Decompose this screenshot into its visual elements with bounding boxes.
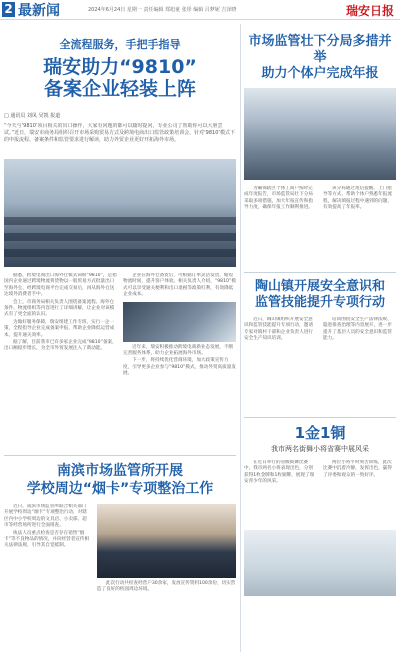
second-paragraph: 执法人员重点检查是否存在销售“烟卡”等不良物品的情况，并向经营者宣传相关法律法规，引导其自觉抵制。	[4, 530, 90, 549]
right-body-3-col-2	[323, 460, 396, 530]
market-inspection-photo	[97, 504, 236, 578]
lead-paragraph: 为做好服务保障，瑞安组建工作专班，实行一企一策，全程指导企业完成备案申报，帮助企业降低运营成本，提升通关效率。	[4, 319, 115, 338]
dance-photo	[244, 530, 396, 596]
right-headline-1: 市场监管壮下分局多措并举	[248, 34, 392, 65]
right-headline-2-line2: 监管技能提升专项行动	[254, 295, 385, 310]
right-paragraph: 在近日举行的省级街舞比赛中，我市两名小将表现出色，分别获得1枚金牌和1枚铜牌，展现了瑞安青少年的风采。	[244, 460, 315, 485]
lead-body-col-1	[4, 273, 117, 449]
left-column	[4, 22, 236, 656]
right-body-3-col-1	[244, 460, 317, 530]
section-divider	[244, 272, 396, 273]
second-paragraph: 近日，南滨市场监管所联合相关部门开展学校周边“烟卡”专项整治行动，对辖区内中小学校周边的文具店、小卖部、超市等经营场所进行全面排查。	[4, 504, 87, 529]
lead-body	[4, 273, 236, 449]
issue-meta: 2024年6月24日 星期一 责任编辑 郑旭童 张彤 编辑 吕梦妮 吉泽晓	[88, 7, 237, 13]
right-headline-3: 1金1铜	[294, 424, 346, 442]
second-body-col-2	[97, 504, 236, 656]
lead-headline: 瑞安助力“9810”	[43, 56, 197, 78]
right-paragraph: 为确保辖区个体工商户按时完成年度报告，市场监管局壮下分局采取多项措施，加大年报宣传和指导力度，确保年报工作顺利推进。	[244, 186, 313, 211]
page-number: 2	[2, 2, 15, 17]
right-headline-1-line2: 助力个体户完成年报	[261, 66, 379, 81]
right-paragraph: 两位小将平时刻苦训练，此次比赛中沉着冷静，发挥出色，赢得了评委和观众的一致好评。	[323, 460, 392, 478]
lead-paragraph: 据悉，跨境电商出口海外仓模式简称“9810”，是指国内企业通过跨境物流将货物以一般贸易方式批量出口至海外仓，经跨境电商平台完成交易后，再从海外仓送达境外消费者手中。	[4, 273, 117, 298]
right-paragraph: 近日，陶山镇组织开展安全意识和监管技能提升专项行动，邀请专家对镇村干部和企业负责人进行安全生产知识培训。	[244, 317, 313, 342]
column-divider	[240, 24, 241, 652]
right-paragraph: 培训围绕安全生产法律法规、隐患排查治理等内容展开，进一步提升了基层人员的安全意识和监管能力。	[323, 317, 392, 342]
second-body-col-1	[4, 504, 91, 656]
right-body-1-col-1	[244, 186, 317, 266]
right-paragraph: 该分局通过短信提醒、上门指导等方式，帮助个体户熟悉年报流程，解决填报过程中遇到的问题，有效提高了年报率。	[323, 186, 392, 211]
right-body-2-col-2	[323, 317, 396, 411]
right-body-1	[244, 186, 396, 266]
second-headline-line2: 学校周边“烟卡”专项整治工作	[26, 481, 214, 497]
lead-paragraph: 会上，市商务局相关负责人围绕备案流程、海外仓条件、物流组织等内容进行了详细讲解，让企业对该模式有了更全面的认识。	[4, 299, 115, 318]
training-photo	[244, 88, 396, 180]
second-paragraph: 此次行动共检查经营户30余家，发放宣传资料100余份，切实营造了良好的校园周边环境。	[96, 581, 236, 593]
second-headline: 南滨市场监管所开展	[57, 463, 183, 479]
right-body-2-col-1	[244, 317, 317, 411]
lead-lede: “今天与‘9810’项目相关的出口操作，大家有问题的都可以随时提问，专业公司了帮助你可以大胆尝试。”近日，瑞安市商务局组织召开市场采购贸易方式及跨境电商出口监管政策培训会，针对‘9810’模式下的申报流程、备案条件和监管要求进行解读，助力外贸企业更好开拓海外市场。	[4, 123, 235, 143]
lead-body-col-2	[123, 273, 236, 449]
lead-byline: □ 通讯员 刘凤 吴凯 报道	[4, 113, 61, 119]
lead-headline-line2: 备案企业轻装上阵	[43, 78, 196, 100]
right-headline-2: 陶山镇开展安全意识和	[254, 279, 385, 294]
masthead	[0, 0, 400, 20]
lead-paragraph: 下一步，将持续优化营商环境，加大政策宣传力度，引导更多企业参与“9810”模式，推动外贸高质量发展。	[123, 358, 236, 377]
newspaper-logo: 瑞安日报	[345, 4, 394, 18]
right-body-1-col-2	[323, 186, 396, 266]
lead-paragraph: 据了解，目前我市已有多家企业完成“9810”备案，出口额稳步增长，为全市外贸发展注入了新动能。	[4, 340, 117, 352]
right-body-2	[244, 317, 396, 411]
second-body	[4, 504, 236, 656]
section-divider	[4, 455, 236, 456]
right-subtitle-3: 我市两名街舞小将省赛中展风采	[271, 445, 369, 453]
section-title: 最新闻	[18, 3, 60, 19]
inset-photo	[123, 302, 236, 342]
right-body-3	[244, 460, 396, 530]
lead-paragraph: 企业在海外仓备货后，可根据订单灵活发货，缩短物流时间，提升客户体验。相关负责人介绍，“9810”模式可以享受通关便利和出口退税等政策红利，有效降低企业成本。	[123, 273, 236, 298]
lead-kicker: 全流程服务，手把手指导	[59, 38, 181, 51]
meeting-photo	[4, 159, 236, 267]
lead-paragraph: 近年来，瑞安积极推动跨境电商新业态发展，不断完善服务体系，助力企业拓展海外市场。	[123, 344, 234, 357]
right-column	[244, 22, 396, 596]
section-divider	[244, 417, 396, 418]
